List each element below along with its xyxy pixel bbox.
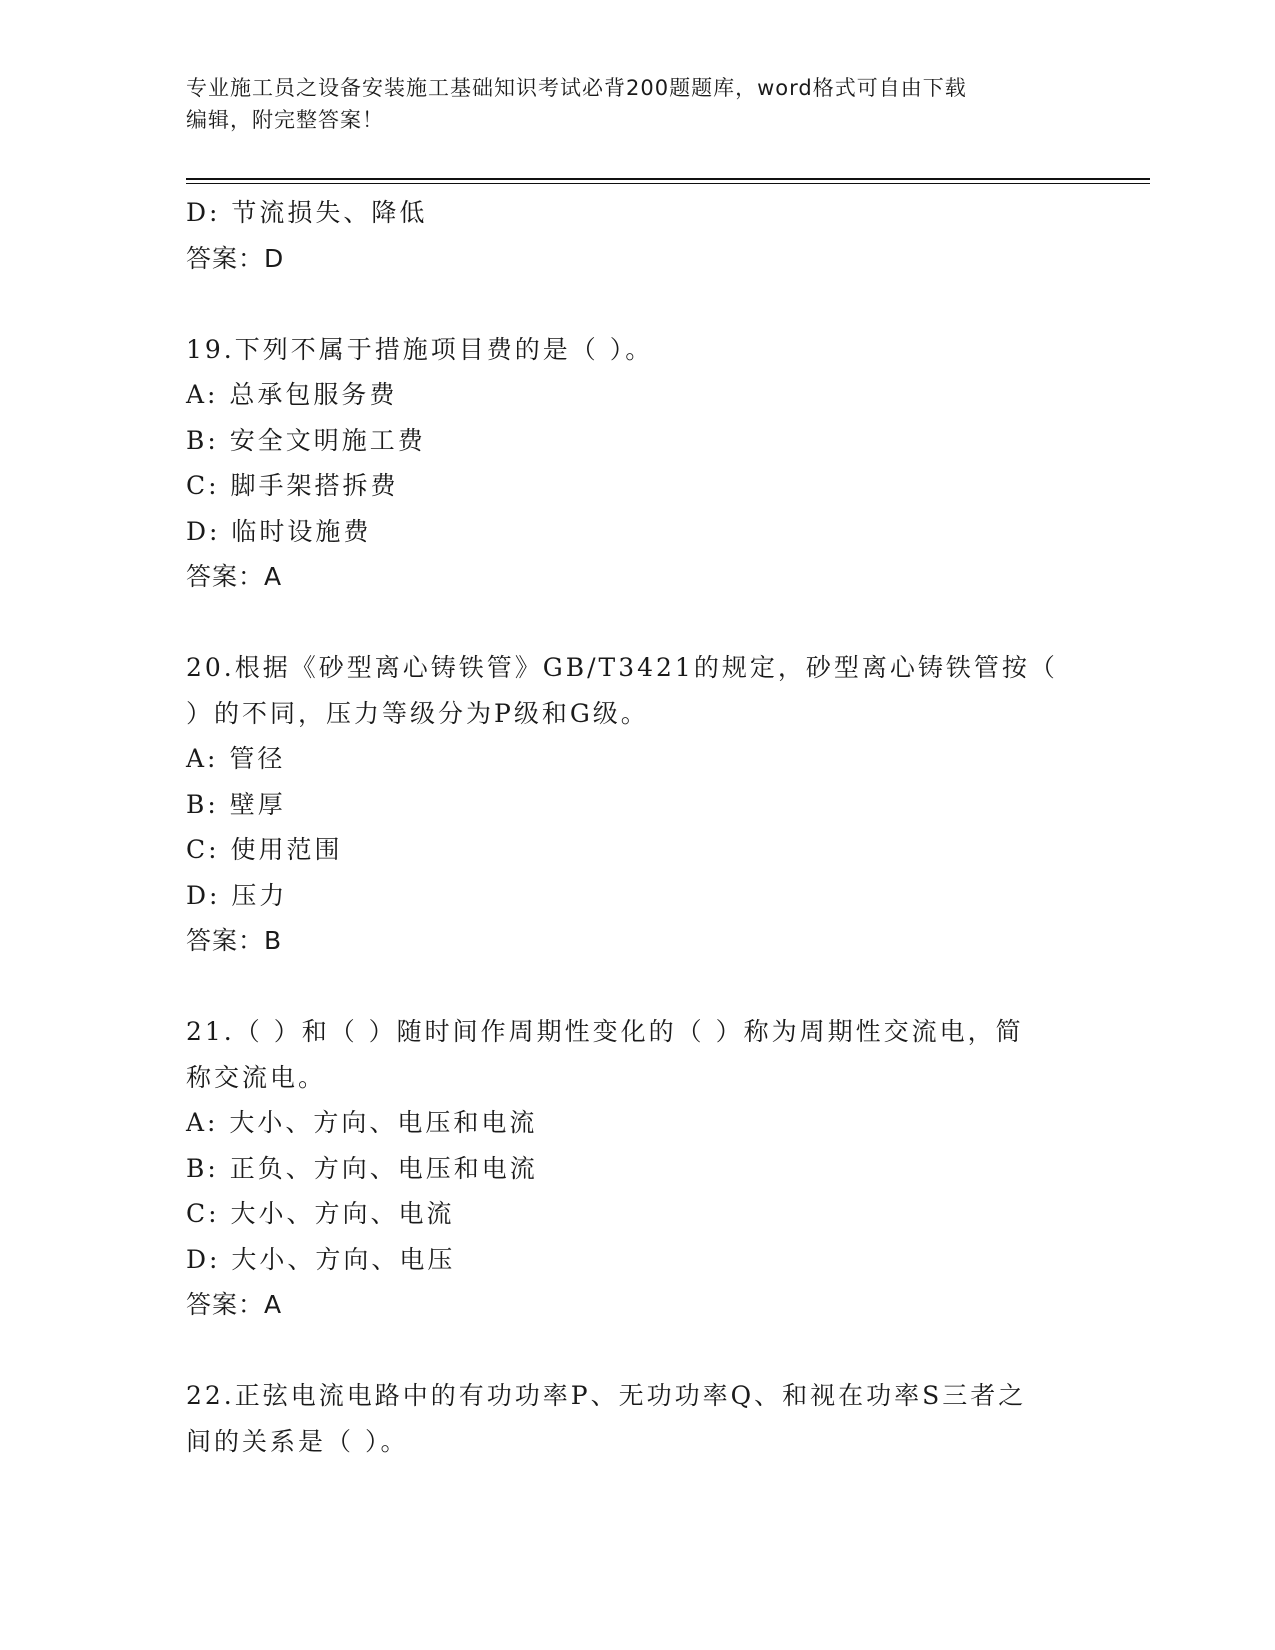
option-c: C: 大小、方向、电流 (186, 1199, 455, 1228)
option-c: C: 使用范围 (186, 835, 343, 864)
document-header (186, 72, 1086, 136)
option-b: B: 正负、方向、电压和电流 (186, 1153, 538, 1183)
option-b: B: 安全文明施工费 (186, 425, 426, 455)
answer-line: 答案：A (186, 562, 283, 591)
option-d: D: 压力 (186, 880, 288, 910)
answer-line: 答案：A (186, 1290, 283, 1319)
question-21 (186, 1009, 1086, 1328)
option-b: B: 壁厚 (186, 789, 286, 819)
header-title-line-1: 专业施工员之设备安装施工基础知识考试必背200题题库，word格式可自由下载 (186, 76, 967, 100)
question-20 (186, 645, 1086, 964)
spacer (186, 1328, 1086, 1374)
header-divider-thick (186, 178, 1150, 180)
answer-line: 答案：B (186, 926, 283, 955)
header-divider-thin (186, 183, 1150, 184)
question-stem-continued: 称交流电。 (186, 1062, 327, 1092)
question-stem: 22.正弦电流电路中的有功功率P、无功功率Q、和视在功率S三者之 (186, 1381, 1027, 1410)
spacer (186, 600, 1086, 646)
question-stem: 21.（ ）和（ ）随时间作周期性变化的（ ）称为周期性交流电，简 (186, 1017, 1024, 1046)
question-18-tail (186, 190, 1086, 281)
question-list (186, 190, 1086, 1464)
option-d: D: 节流损失、降低 (186, 198, 428, 227)
option-a: A: 管径 (186, 744, 286, 773)
question-stem-continued: 间的关系是（ ）。 (186, 1426, 409, 1456)
question-stem: 20.根据《砂型离心铸铁管》GB/T3421的规定，砂型离心铸铁管按（ (186, 653, 1058, 682)
option-d: D: 大小、方向、电压 (186, 1244, 456, 1274)
question-19 (186, 327, 1086, 600)
header-title-line-2: 编辑，附完整答案！ (186, 108, 384, 132)
spacer (186, 964, 1086, 1010)
question-stem: 19.下列不属于措施项目费的是（ ）。 (186, 334, 654, 364)
option-d: D: 临时设施费 (186, 516, 372, 546)
option-c: C: 脚手架搭拆费 (186, 471, 399, 500)
option-a: A: 总承包服务费 (186, 380, 398, 409)
option-a: A: 大小、方向、电压和电流 (186, 1108, 538, 1137)
answer-line: 答案：D (186, 243, 285, 273)
spacer (186, 281, 1086, 327)
question-stem-continued: ）的不同，压力等级分为P级和G级。 (186, 698, 649, 728)
question-22 (186, 1373, 1086, 1464)
